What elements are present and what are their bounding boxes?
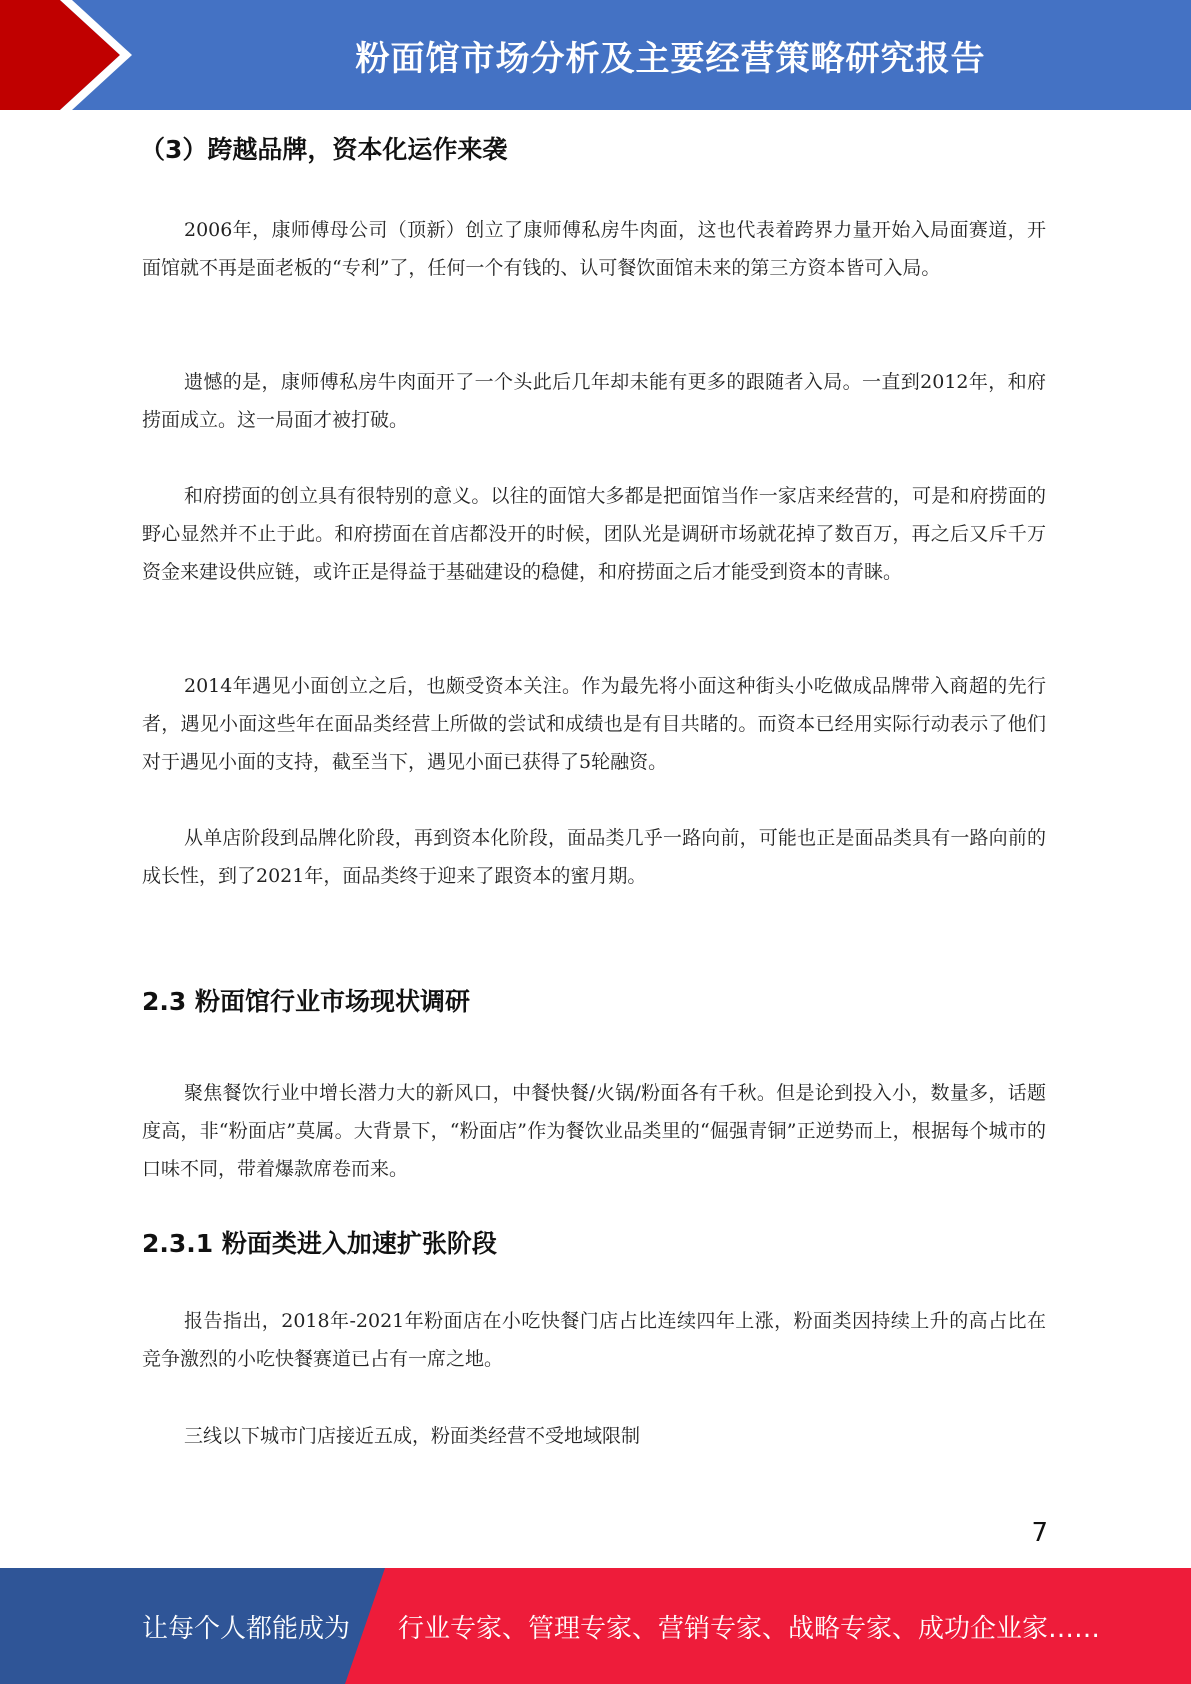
header-bar <box>0 0 1191 110</box>
footer-slogan-left: 让每个人都能成为 <box>142 1613 351 1644</box>
paragraph: 三线以下城市门店接近五成，粉面类经营不受地域限制 <box>184 1425 641 1447</box>
paragraph: 报告指出，2018年-2021年粉面店在小吃快餐门店占比连续四年上涨，粉面类因持续上升的高占比在竞争激烈的小吃快餐赛道已占有一席之地。 <box>142 1310 1046 1370</box>
page-number: 7 <box>1031 1518 1048 1548</box>
paragraph: 2014年遇见小面创立之后，也颇受资本关注。作为最先将小面这种街头小吃做成品牌带入商超的先行者，遇见小面这些年在面品类经营上所做的尝试和成绩也是有目共睹的。而资本已经用实际行动表示了他们对于遇见小面的支持，截至当下，遇见小面已获得了5轮融资。 <box>142 675 1046 773</box>
paragraph: 从单店阶段到品牌化阶段，再到资本化阶段，面品类几乎一路向前，可能也正是面品类具有一路向前的成长性，到了2021年，面品类终于迎来了跟资本的蜜月期。 <box>142 827 1046 887</box>
footer-slogan-right: 行业专家、管理专家、营销专家、战略专家、成功企业家…… <box>398 1613 1101 1644</box>
paragraph: 和府捞面的创立具有很特别的意义。以往的面馆大多都是把面馆当作一家店来经营的，可是和府捞面的野心显然并不止于此。和府捞面在首店都没开的时候，团队光是调研市场就花掉了数百万，再之后又斥千万资金来建设供应链，或许正是得益于基础建设的稳健，和府捞面之后才能受到资本的青睐。 <box>142 485 1046 583</box>
section-heading-2-3: 2.3 粉面馆行业市场现状调研 <box>142 987 470 1016</box>
paragraph: 遗憾的是，康师傅私房牛肉面开了一个头此后几年却未能有更多的跟随者入局。一直到2012年，和府捞面成立。这一局面才被打破。 <box>142 371 1046 431</box>
header-arrow-decoration <box>0 0 150 110</box>
paragraph: 2006年，康师傅母公司（顶新）创立了康师傅私房牛肉面，这也代表着跨界力量开始入局面赛道，开面馆就不再是面老板的“专利”了，任何一个有钱的、认可餐饮面馆未来的第三方资本皆可入局。 <box>142 219 1046 279</box>
paragraph: 聚焦餐饮行业中增长潜力大的新风口，中餐快餐/火锅/粉面各有千秋。但是论到投入小，数量多，话题度高，非“粉面店”莫属。大背景下，“粉面店”作为餐饮业品类里的“倔强青铜”正逆势而上，根据每个城市的口味不同，带着爆款席卷而来。 <box>142 1082 1046 1180</box>
section-heading-2-3-1: 2.3.1 粉面类进入加速扩张阶段 <box>142 1229 497 1258</box>
section-heading-3: （3）跨越品牌，资本化运作来袭 <box>140 135 508 164</box>
report-title: 粉面馆市场分析及主要经营策略研究报告 <box>355 38 986 79</box>
